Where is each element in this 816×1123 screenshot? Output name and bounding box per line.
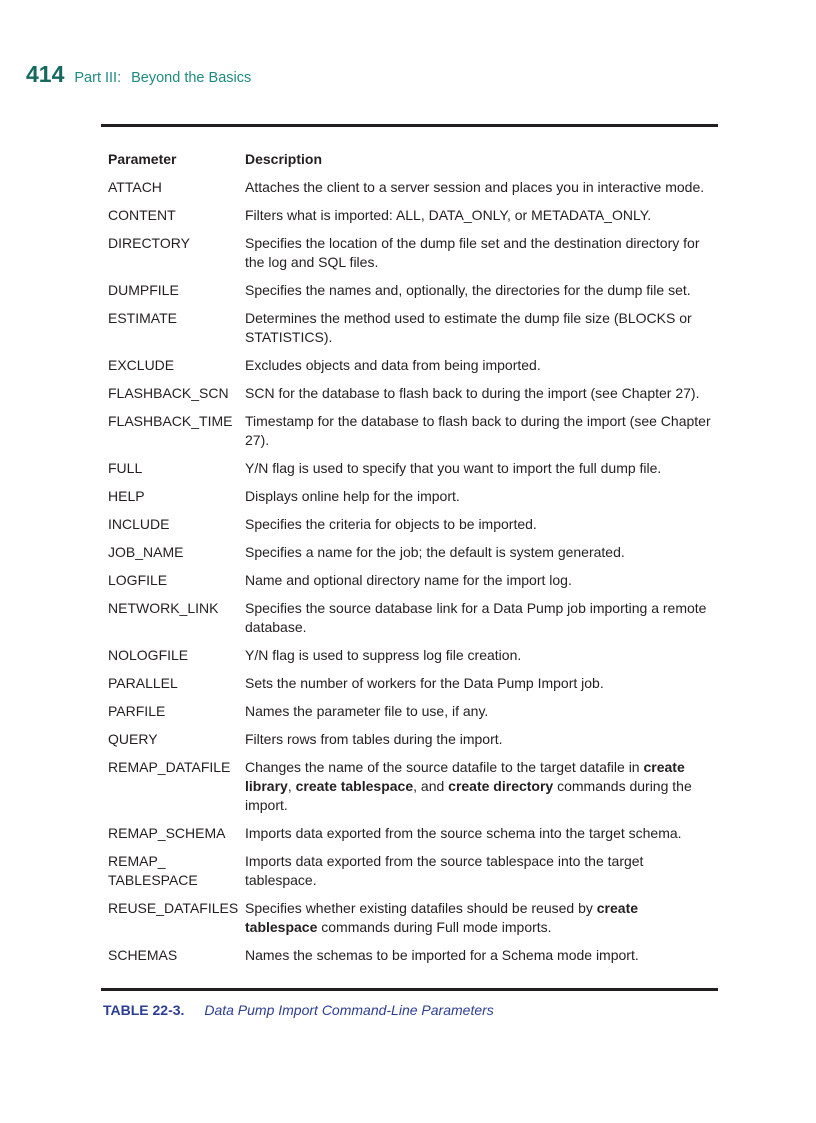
table-row xyxy=(108,384,718,403)
table-row xyxy=(108,702,718,721)
table-row xyxy=(108,730,718,749)
desc-cell xyxy=(245,899,718,937)
param-cell: DUMPFILE xyxy=(108,282,179,298)
param-cell: REMAP_SCHEMA xyxy=(108,825,226,841)
desc-cell: SCN for the database to flash back to during the import (see Chapter 27). xyxy=(245,385,700,401)
param-cell: FULL xyxy=(108,460,143,476)
table-row xyxy=(108,178,718,197)
param-cell xyxy=(108,852,245,890)
table-header-row xyxy=(108,150,718,169)
table-row xyxy=(108,646,718,665)
desc-cell: Displays online help for the import. xyxy=(245,488,460,504)
desc-cell: Specifies the names and, optionally, the directories for the dump file set. xyxy=(245,282,691,298)
table-row xyxy=(108,309,718,347)
part-title: Beyond the Basics xyxy=(131,70,252,86)
table-row xyxy=(108,852,718,890)
param-cell: PARALLEL xyxy=(108,675,178,691)
desc-cell xyxy=(245,758,718,815)
caption-label: TABLE 22-3. xyxy=(103,1002,185,1018)
column-header-parameter: Parameter xyxy=(108,151,177,167)
desc-cell: Y/N flag is used to specify that you want to import the full dump file. xyxy=(245,460,662,476)
table-row xyxy=(108,674,718,693)
desc-cell: Imports data exported from the source schema into the target schema. xyxy=(245,825,682,841)
table-row xyxy=(108,899,718,937)
desc-cell: Imports data exported from the source tablespace into the target tablespace. xyxy=(245,853,644,888)
desc-text: Changes the name of the source datafile to the target datafile in xyxy=(245,759,644,775)
desc-cell: Sets the number of workers for the Data Pump Import job. xyxy=(245,675,604,691)
param-cell: NOLOGFILE xyxy=(108,647,189,663)
table-row xyxy=(108,515,718,534)
desc-cell: Specifies a name for the job; the default is system generated. xyxy=(245,544,625,560)
desc-text: , xyxy=(287,778,296,794)
table-row xyxy=(108,758,718,815)
table-row xyxy=(108,234,718,272)
caption-text: Data Pump Import Command-Line Parameters xyxy=(204,1002,494,1018)
param-cell: DIRECTORY xyxy=(108,235,190,251)
desc-cell: Specifies the criteria for objects to be imported. xyxy=(245,516,537,532)
table-top-rule xyxy=(101,124,718,127)
desc-cell: Timestamp for the database to flash back to during the import (see Chapter 27). xyxy=(245,413,711,448)
desc-text: commands during the import. xyxy=(245,778,692,813)
table-row xyxy=(108,356,718,375)
param-cell: PARFILE xyxy=(108,703,166,719)
desc-cell: Filters rows from tables during the import. xyxy=(245,731,503,747)
desc-text: commands during Full mode imports. xyxy=(317,919,552,935)
desc-text: , and xyxy=(413,778,449,794)
table-row xyxy=(108,487,718,506)
desc-cell: Filters what is imported: ALL, DATA_ONLY, or METADATA_ONLY. xyxy=(245,207,652,223)
param-cell: FLASHBACK_TIME xyxy=(108,413,233,429)
desc-keyword: create directory xyxy=(448,778,554,794)
param-cell: JOB_NAME xyxy=(108,544,184,560)
param-cell: NETWORK_LINK xyxy=(108,600,219,616)
table-row xyxy=(108,206,718,225)
param-line: TABLESPACE xyxy=(108,872,198,888)
param-cell: HELP xyxy=(108,488,145,504)
page-number: 414 xyxy=(26,61,65,87)
table-row xyxy=(108,281,718,300)
table-row xyxy=(108,412,718,450)
desc-keyword: create tablespace xyxy=(295,778,414,794)
param-cell: FLASHBACK_SCN xyxy=(108,385,229,401)
desc-keyword: create library xyxy=(245,759,685,794)
table-row xyxy=(108,824,718,843)
parameter-table xyxy=(108,150,718,965)
desc-cell: Names the parameter file to use, if any. xyxy=(245,703,489,719)
table-caption xyxy=(103,1002,494,1018)
param-cell: SCHEMAS xyxy=(108,947,178,963)
desc-text: Specifies whether existing datafiles should be reused by xyxy=(245,900,597,916)
param-cell: CONTENT xyxy=(108,207,176,223)
desc-cell: Y/N flag is used to suppress log file creation. xyxy=(245,647,522,663)
param-line: REMAP_ xyxy=(108,853,166,869)
table-row xyxy=(108,946,718,965)
desc-keyword: create tablespace xyxy=(245,900,639,935)
desc-cell: Specifies the source database link for a Data Pump job importing a remote database. xyxy=(245,600,707,635)
param-cell: QUERY xyxy=(108,731,158,747)
desc-cell: Determines the method used to estimate the dump file size (BLOCKS or STATISTICS). xyxy=(245,310,692,345)
table-row xyxy=(108,599,718,637)
param-cell: INCLUDE xyxy=(108,516,170,532)
param-cell: REMAP_DATAFILE xyxy=(108,759,231,775)
running-header xyxy=(26,61,251,88)
desc-cell: Attaches the client to a server session and places you in interactive mode. xyxy=(245,179,705,195)
table-row xyxy=(108,543,718,562)
param-cell: LOGFILE xyxy=(108,572,168,588)
table-row xyxy=(108,571,718,590)
table-bottom-rule xyxy=(101,988,718,991)
param-cell: ESTIMATE xyxy=(108,310,177,326)
column-header-description: Description xyxy=(245,151,323,167)
part-label: Part III: xyxy=(74,70,122,86)
param-cell: EXCLUDE xyxy=(108,357,175,373)
param-cell: ATTACH xyxy=(108,179,162,195)
desc-cell: Name and optional directory name for the import log. xyxy=(245,572,572,588)
table-row xyxy=(108,459,718,478)
desc-cell: Excludes objects and data from being imported. xyxy=(245,357,541,373)
desc-cell: Names the schemas to be imported for a Schema mode import. xyxy=(245,947,639,963)
desc-cell: Specifies the location of the dump file set and the destination directory for the log and SQL files. xyxy=(245,235,700,270)
param-cell: REUSE_DATAFILES xyxy=(108,900,239,916)
